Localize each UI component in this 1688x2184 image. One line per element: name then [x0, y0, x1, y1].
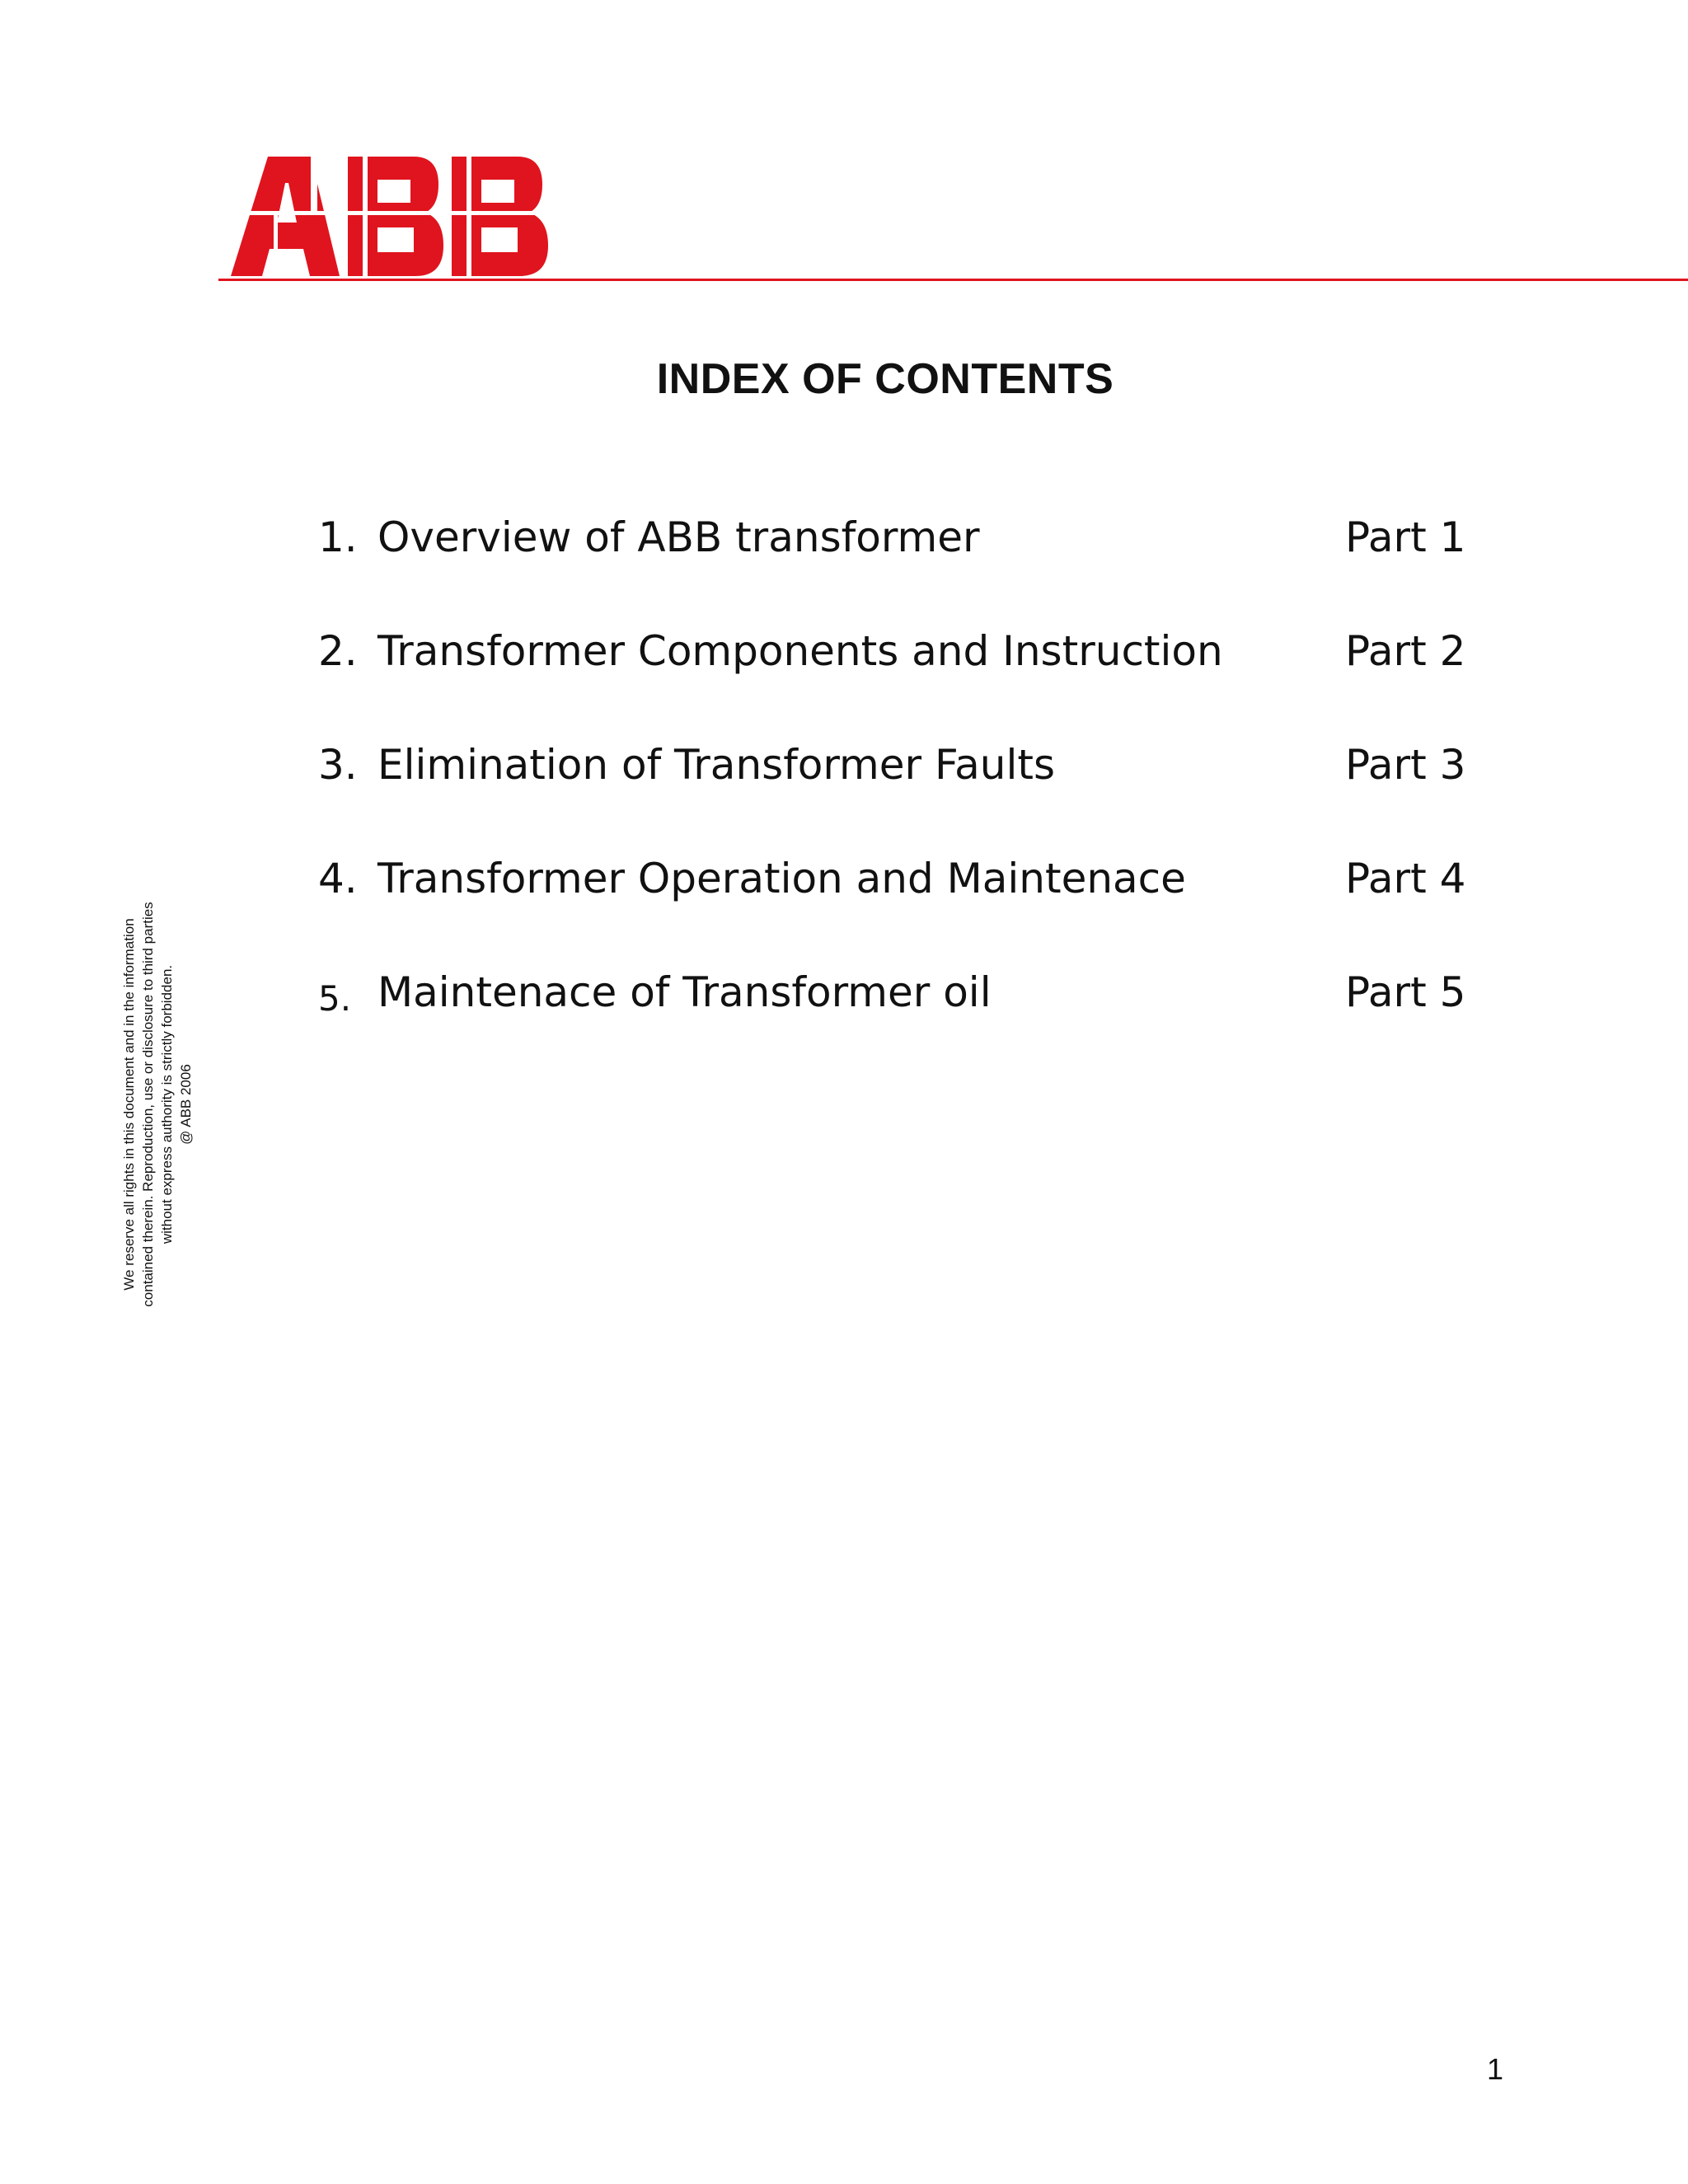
page-title: INDEX OF CONTENTS — [656, 355, 1114, 403]
toc-entry-number: 2. — [318, 627, 358, 675]
toc-entry[interactable] — [318, 740, 1472, 854]
table-of-contents — [318, 513, 1472, 1081]
toc-entry[interactable] — [318, 513, 1472, 626]
toc-entry-part[interactable]: Part 3 — [1345, 741, 1466, 789]
rights-notice-line: We reserve all rights in this document and in the information — [121, 918, 137, 1291]
toc-entry-part[interactable]: Part 2 — [1345, 627, 1466, 675]
toc-entry[interactable] — [318, 854, 1472, 968]
toc-entry[interactable] — [318, 626, 1472, 740]
toc-entry-part[interactable]: Part 5 — [1345, 968, 1466, 1016]
toc-entry-title[interactable]: Maintenace of Transformer oil — [377, 968, 992, 1016]
toc-entry-title[interactable]: Transformer Operation and Maintenace — [377, 855, 1186, 902]
toc-entry-part[interactable]: Part 4 — [1345, 855, 1466, 902]
rights-notice-line: without express authority is strictly forbidden. — [159, 964, 175, 1244]
toc-entry-number: 5. — [318, 978, 352, 1019]
toc-entry-part[interactable]: Part 1 — [1345, 513, 1466, 561]
toc-entry-title[interactable]: Transformer Components and Instruction — [377, 627, 1223, 675]
abb-logo — [231, 157, 548, 276]
toc-entry-number: 4. — [318, 855, 358, 902]
toc-entry-title[interactable]: Overview of ABB transformer — [377, 513, 980, 561]
toc-entry[interactable] — [318, 968, 1472, 1081]
rights-notice-line: @ ABB 2006 — [178, 1064, 194, 1145]
toc-entry-title[interactable]: Elimination of Transformer Faults — [377, 741, 1056, 789]
header-divider — [218, 279, 1688, 281]
rights-notice — [120, 874, 195, 1335]
toc-entry-number: 1. — [318, 513, 358, 561]
page-number: 1 — [1486, 2052, 1503, 2086]
rights-notice-line: contained therein. Reproduction, use or disclosure to third parties — [140, 902, 156, 1307]
toc-entry-number: 3. — [318, 741, 358, 789]
